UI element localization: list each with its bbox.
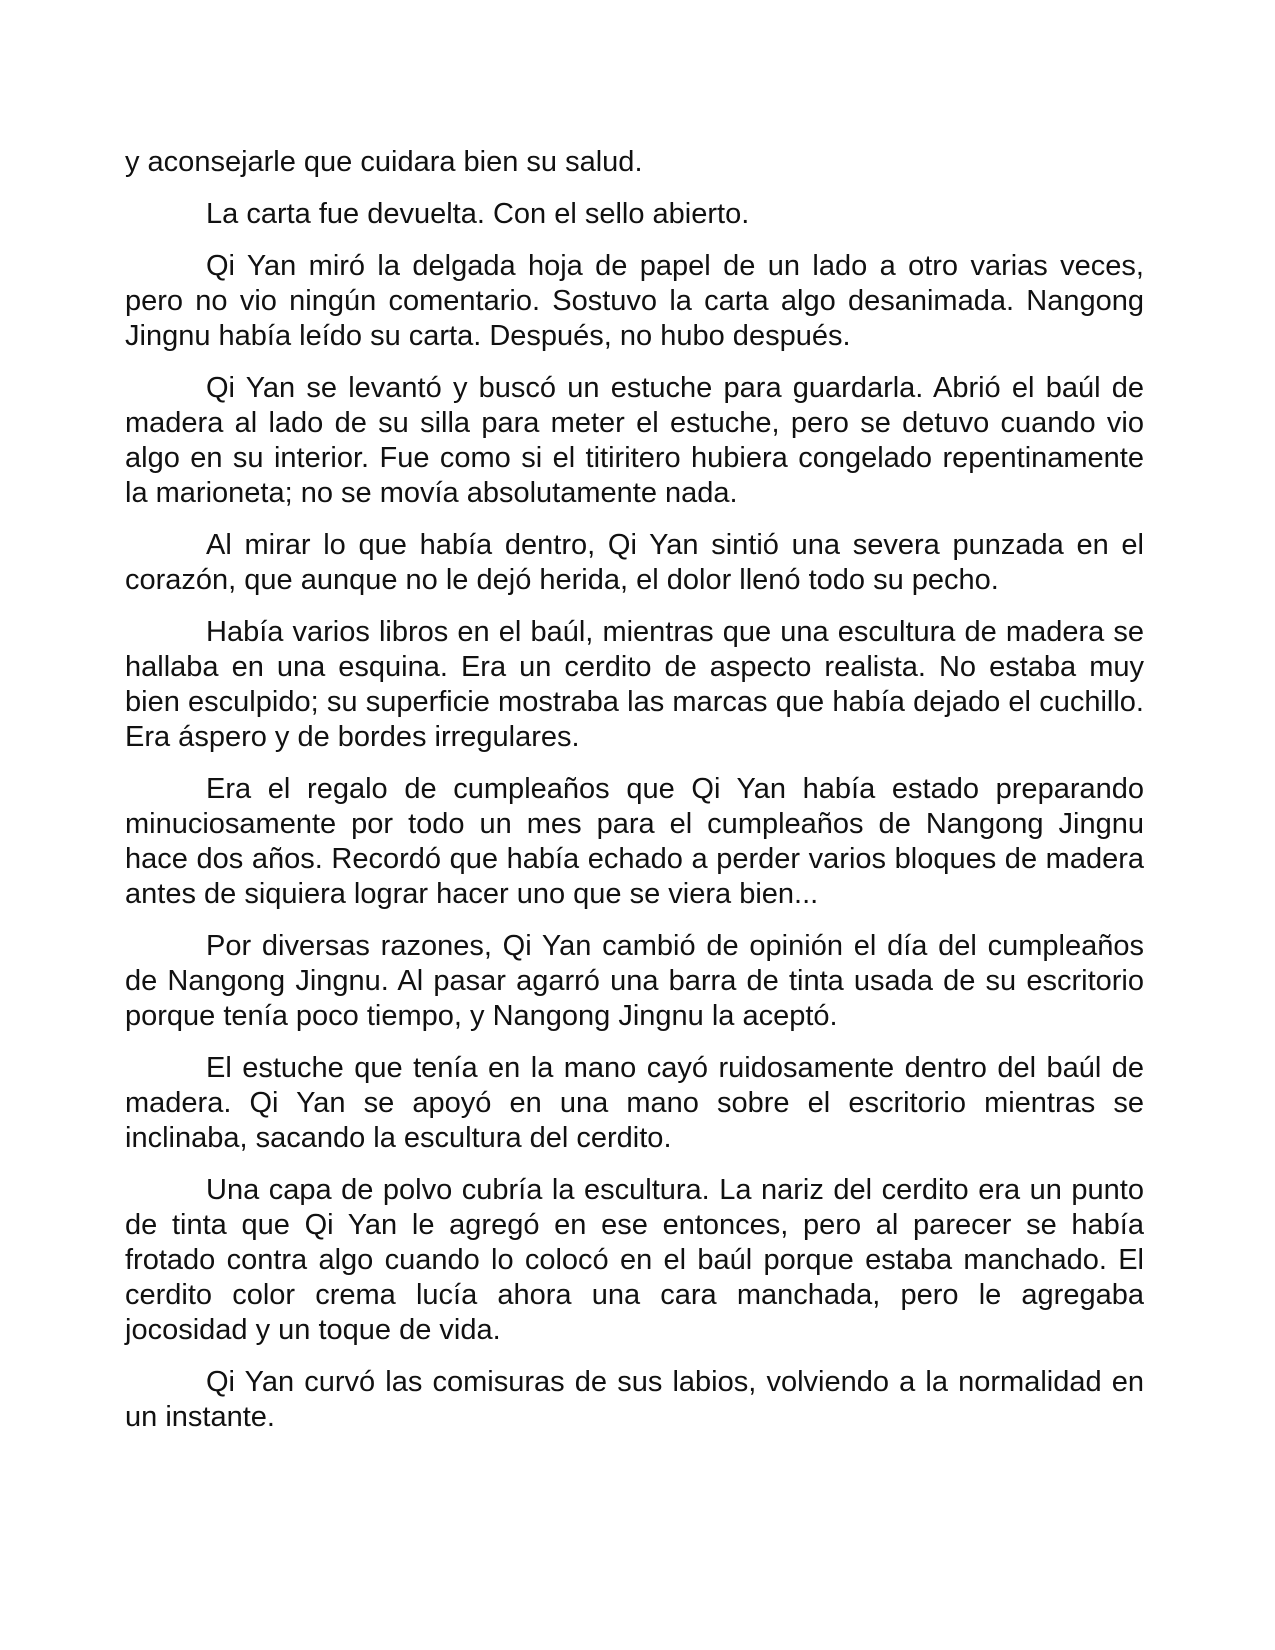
paragraph: Al mirar lo que había dentro, Qi Yan sintió una severa punzada en el corazón, que aunque no le dejó herida, el dolor llenó todo su pecho. (125, 529, 1144, 596)
paragraph: Por diversas razones, Qi Yan cambió de opinión el día del cumpleaños de Nangong Jingnu. Al pasar agarró una barra de tinta usada de su escritorio porque tenía poco tiempo, y Nangong Jingnu la aceptó. (125, 930, 1144, 1032)
body-text (125, 145, 1144, 1452)
paragraph: Qi Yan miró la delgada hoja de papel de un lado a otro varias veces, pero no vio ningún comentario. Sostuvo la carta algo desanimada. Nangong Jingnu había leído su carta. Después, no hubo después. (125, 250, 1144, 352)
paragraph: y aconsejarle que cuidara bien su salud. (125, 146, 643, 178)
paragraph: Había varios libros en el baúl, mientras que una escultura de madera se hallaba en una esquina. Era un cerdito de aspecto realista. No estaba muy bien esculpido; su superficie mostraba las marcas que había dejado el cuchillo. Era áspero y de bordes irregulares. (125, 616, 1144, 753)
paragraph: Qi Yan se levantó y buscó un estuche para guardarla. Abrió el baúl de madera al lado de su silla para meter el estuche, pero se detuvo cuando vio algo en su interior. Fue como si el titiritero hubiera congelado repentinamente la marioneta; no se movía absolutamente nada. (125, 372, 1144, 509)
paragraph: Una capa de polvo cubría la escultura. La nariz del cerdito era un punto de tinta que Qi Yan le agregó en ese entonces, pero al parecer se había frotado contra algo cuando lo colocó en el baúl porque estaba manchado. El cerdito color crema lucía ahora una cara manchada, pero le agregaba jocosidad y un toque de vida. (125, 1174, 1144, 1346)
paragraph: El estuche que tenía en la mano cayó ruidosamente dentro del baúl de madera. Qi Yan se apoyó en una mano sobre el escritorio mientras se inclinaba, sacando la escultura del cerdito. (125, 1052, 1144, 1154)
paragraph: La carta fue devuelta. Con el sello abierto. (206, 198, 750, 230)
paragraph: Qi Yan curvó las comisuras de sus labios, volviendo a la normalidad en un instante. (125, 1366, 1144, 1433)
paragraph: Era el regalo de cumpleaños que Qi Yan había estado preparando minuciosamente por todo un mes para el cumpleaños de Nangong Jingnu hace dos años. Recordó que había echado a perder varios bloques de madera antes de siquiera lograr hacer uno que se viera bien... (125, 773, 1144, 910)
